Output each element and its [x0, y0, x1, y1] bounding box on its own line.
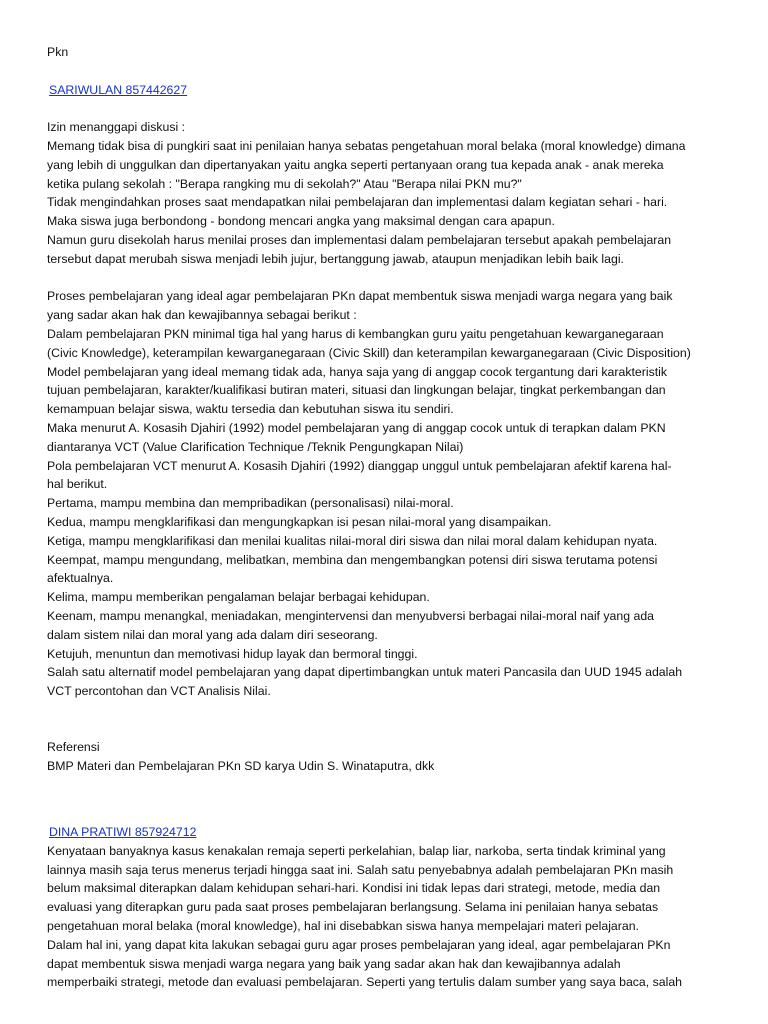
document-page [47, 43, 737, 992]
text-line: (Civic Knowledge), keterampilan kewarganegaraan (Civic Skill) dan keterampilan kewarganegaraan (Civic Disposition) [47, 345, 691, 360]
post-sariwulan [47, 81, 737, 776]
text-line: yang sadar akan hak dan kewajibannya sebagai berikut : [47, 308, 357, 323]
text-line: Referensi [47, 740, 100, 755]
text-line: Ketujuh, menuntun dan memotivasi hidup layak dan bermoral tinggi. [47, 646, 418, 661]
text-line: Keempat, mampu mengundang, melibatkan, membina dan mengembangkan potensi diri siswa terutama potensi [47, 552, 658, 567]
text-line: Kelima, mampu memberikan pengalaman belajar berbagai kehidupan. [47, 590, 430, 605]
spacer [47, 99, 737, 118]
post-paragraph [47, 118, 737, 268]
document-heading: Pkn [47, 45, 69, 59]
text-line: afektualnya. [47, 571, 114, 586]
text-line: memperbaiki strategi, metode dan evaluasi pembelajaran. Seperti yang tertulis dalam sumber yang saya baca, salah [47, 975, 683, 990]
spacer [47, 701, 737, 739]
text-line: diantaranya VCT (Value Clarification Technique /Teknik Pengungkapan Nilai) [47, 439, 464, 454]
text-line: Proses pembelajaran yang ideal agar pembelajaran PKn dapat membentuk siswa menjadi warga negara yang baik [47, 289, 673, 304]
text-line: Memang tidak bisa di pungkiri saat ini penilaian hanya sebatas pengetahuan moral belaka (moral knowledge) dimana [47, 138, 686, 153]
text-line: BMP Materi dan Pembelajaran PKn SD karya Udin S. Winataputra, dkk [47, 759, 435, 774]
text-line: ketika pulang sekolah : "Berapa rangking mu di sekolah?" Atau "Berapa nilai PKN mu?" [47, 176, 522, 191]
text-line: Izin menanggapi diskusi : [47, 120, 186, 135]
text-line: dapat membentuk siswa menjadi warga negara yang baik yang sadar akan hak dan kewajibannya adalah [47, 956, 621, 971]
text-line: Kedua, mampu mengklarifikasi dan mengungkapkan isi pesan nilai-moral yang disampaikan. [47, 514, 552, 529]
text-line: Tidak mengindahkan proses saat mendapatkan nilai pembelajaran dan implementasi dalam kegiatan sehari - hari. [47, 195, 668, 210]
references-block [47, 738, 737, 776]
text-line: Dalam hal ini, yang dapat kita lakukan sebagai guru agar proses pembelajaran yang ideal, agar pembelajaran PKn [47, 937, 671, 952]
text-line: Maka menurut A. Kosasih Djahiri (1992) model pembelajaran yang di anggap cocok untuk di terapkan dalam PKN [47, 420, 666, 435]
text-line: yang lebih di unggulkan dan dipertanyakan yaitu angka seperti pertanyaan orang tua kepada anak - anak mereka [47, 157, 664, 172]
text-line: dalam sistem nilai dan moral yang ada dalam diri seseorang. [47, 627, 378, 642]
post-dina-pratiwi [47, 823, 737, 992]
text-line: Pertama, mampu membina dan mempribadikan (personalisasi) nilai-moral. [47, 496, 454, 511]
text-line: hal berikut. [47, 477, 108, 492]
text-line: Model pembelajaran yang ideal memang tidak ada, hanya saja yang di anggap cocok tergantung dari karakteristik [47, 364, 668, 379]
text-line: belum maksimal diterapkan dalam kehidupan sehari-hari. Kondisi ini tidak lepas dari strategi, metode, media dan [47, 881, 661, 896]
spacer [47, 269, 737, 288]
text-line: tujuan pembelajaran, karakter/kualifikasi butiran materi, situasi dan lingkungan belajar, tingkat perkembangan dan [47, 383, 666, 398]
post-paragraph [47, 287, 737, 701]
text-line: Maka siswa juga berbondong - bondong mencari angka yang maksimal dengan cara apapun. [47, 214, 555, 229]
text-line: Namun guru disekolah harus menilai proses dan implementasi dalam pembelajaran tersebut apakah pembelajaran [47, 232, 672, 247]
text-line: VCT percontohan dan VCT Analisis Nilai. [47, 684, 271, 699]
text-line: lainnya masih saja terus menerus terjadi hingga saat ini. Salah satu penyebabnya adalah pembelajaran PKn masih [47, 862, 674, 877]
author-link-sariwulan[interactable]: SARIWULAN 857442627 [49, 82, 188, 97]
post-paragraph [47, 842, 737, 992]
text-line: Ketiga, mampu mengklarifikasi dan menilai kualitas nilai-moral diri siswa dan nilai moral dalam kehidupan nyata. [47, 533, 658, 548]
spacer [47, 776, 737, 823]
text-line: Dalam pembelajaran PKN minimal tiga hal yang harus di kembangkan guru yaitu pengetahuan kewarganegaraan [47, 326, 664, 341]
text-line: kemampuan belajar siswa, waktu tersedia dan kebutuhan siswa itu sendiri. [47, 402, 454, 417]
spacer [47, 62, 737, 81]
text-line: evaluasi yang diterapkan guru pada saat proses pembelajaran berlangsung. Selama ini penilaian hanya sebatas [47, 900, 659, 915]
author-link-dina-pratiwi[interactable]: DINA PRATIWI 857924712 [49, 825, 197, 840]
text-line: Keenam, mampu menangkal, meniadakan, mengintervensi dan menyubversi berbagai nilai-moral naif yang ada [47, 608, 654, 623]
text-line: Salah satu alternatif model pembelajaran yang dapat dipertimbangkan untuk materi Pancasila dan UUD 1945 adalah [47, 665, 683, 680]
text-line: Pola pembelajaran VCT menurut A. Kosasih Djahiri (1992) dianggap unggul untuk pembelajaran afektif karena hal- [47, 458, 672, 473]
text-line: tersebut dapat merubah siswa menjadi lebih jujur, bertanggung jawab, ataupun menjadikan lebih baik lagi. [47, 251, 624, 266]
text-line: pengetahuan moral belaka (moral knowledge), hal ini disebabkan siswa hanya mempelajari materi pelajaran. [47, 919, 639, 934]
text-line: Kenyataan banyaknya kasus kenakalan remaja seperti perkelahian, balap liar, narkoba, serta tindak kriminal yang [47, 843, 666, 858]
